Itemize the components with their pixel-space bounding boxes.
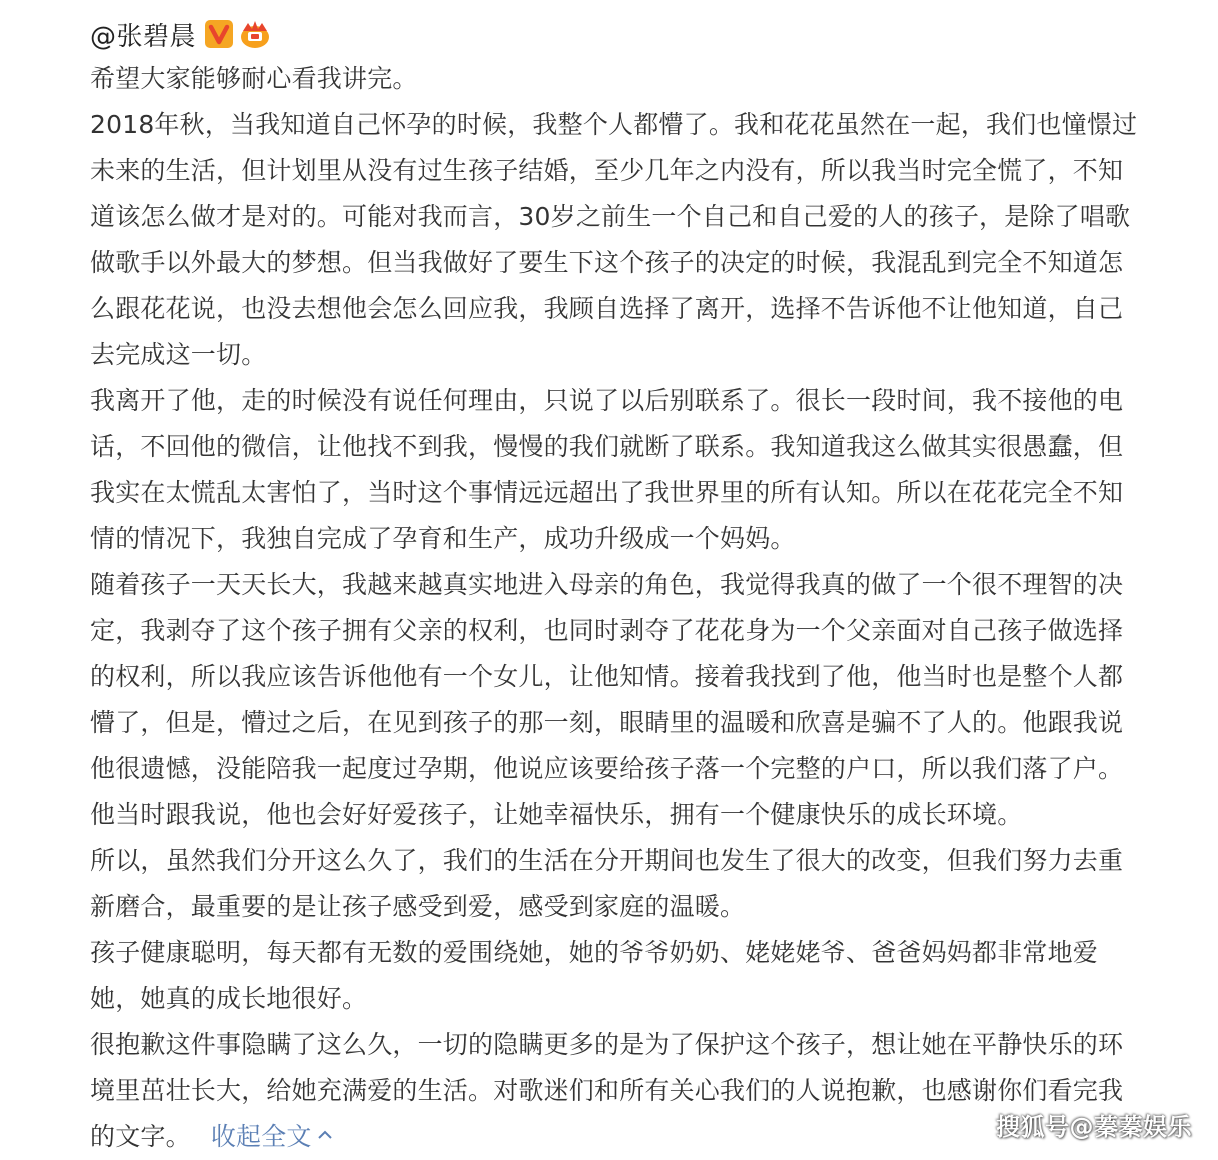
post-text-line — [90, 562, 1190, 608]
post-text-line — [90, 332, 1190, 378]
weibo-post — [90, 12, 1190, 1160]
post-text-line — [90, 148, 1190, 194]
post-text-line — [90, 240, 1190, 286]
post-text-line — [90, 516, 1190, 562]
collapse-label: 收起全文 — [210, 1122, 312, 1151]
post-content — [90, 56, 1190, 1160]
post-text-line — [90, 700, 1190, 746]
username-link[interactable]: @张碧晨 — [90, 21, 197, 52]
post-text-segment: 新磨合，最重要的是让孩子感受到爱，感受到家庭的温暖。 — [90, 892, 746, 921]
post-text-line — [90, 930, 1190, 976]
post-text-segment: 我离开了他，走的时候没有说任何理由，只说了以后别联系了。很长一段时间，我不接他的电 — [90, 386, 1124, 415]
post-text-segment: 么跟花花说，也没去想他会怎么回应我，我顾自选择了离开，选择不告诉他不让他知道，自己 — [90, 294, 1124, 323]
post-text-segment: 希望大家能够耐心看我讲完。 — [90, 64, 418, 93]
chevron-up-icon — [316, 1126, 334, 1144]
post-text — [90, 56, 1190, 1160]
post-text-segment: 道该怎么做才是对的。可能对我而言，30岁之前生一个自己和自己爱的人的孩子，是除了唱歌 — [90, 202, 1131, 231]
post-text-segment: 2018年秋，当我知道自己怀孕的时候，我整个人都懵了。我和花花虽然在一起，我们也憧憬过 — [90, 110, 1138, 139]
post-text-segment: 随着孩子一天天长大，我越来越真实地进入母亲的角色，我觉得我真的做了一个很不理智的决 — [90, 570, 1124, 599]
post-text-segment: 境里茁壮长大，给她充满爱的生活。对歌迷们和所有关心我们的人说抱歉，也感谢你们看完我 — [90, 1076, 1124, 1105]
post-text-segment: 孩子健康聪明，每天都有无数的爱围绕她，她的爷爷奶奶、姥姥姥爷、爸爸妈妈都非常地爱 — [90, 938, 1099, 967]
post-text-line — [90, 838, 1190, 884]
post-text-line — [90, 424, 1190, 470]
post-text-segment: 懵了，但是，懵过之后，在见到孩子的那一刻，眼睛里的温暖和欣喜是骗不了人的。他跟我说 — [90, 708, 1124, 737]
collapse-full-text-link[interactable] — [211, 1122, 334, 1151]
post-text-line — [90, 608, 1190, 654]
post-text-segment: 她，她真的成长地很好。 — [90, 984, 368, 1013]
post-text-line — [90, 654, 1190, 700]
post-text-line — [90, 194, 1190, 240]
post-text-segment: 情的情况下，我独自完成了孕育和生产，成功升级成一个妈妈。 — [90, 524, 796, 553]
post-text-segment: 话，不回他的微信，让他找不到我，慢慢的我们就断了联系。我知道我这么做其实很愚蠢，但 — [90, 432, 1124, 461]
watermark-text: 搜狐号@蓁蓁娱乐 — [996, 1113, 1192, 1141]
post-text-line — [90, 470, 1190, 516]
post-text-segment: 很抱歉这件事隐瞒了这么久，一切的隐瞒更多的是为了保护这个孩子，想让她在平静快乐的环 — [90, 1030, 1124, 1059]
post-text-segment: 的文字。 — [90, 1122, 191, 1151]
post-text-line — [90, 378, 1190, 424]
post-text-segment: 他当时跟我说，他也会好好爱孩子，让她幸福快乐，拥有一个健康快乐的成长环境。 — [90, 800, 1023, 829]
post-header — [90, 12, 1190, 56]
post-text-line — [90, 746, 1190, 792]
verified-v-icon[interactable] — [204, 19, 234, 49]
post-text-segment: 我实在太慌乱太害怕了，当时这个事情远远超出了我世界里的所有认知。所以在花花完全不知 — [90, 478, 1124, 507]
post-text-line — [90, 102, 1190, 148]
post-text-line — [90, 286, 1190, 332]
post-text-segment: 定，我剥夺了这个孩子拥有父亲的权利，也同时剥夺了花花身为一个父亲面对自己孩子做选择 — [90, 616, 1124, 645]
vip-crown-icon[interactable] — [238, 17, 272, 51]
post-text-segment: 他很遗憾，没能陪我一起度过孕期，他说应该要给孩子落一个完整的户口，所以我们落了户。 — [90, 754, 1124, 783]
post-text-segment: 的权利，所以我应该告诉他他有一个女儿，让他知情。接着我找到了他，他当时也是整个人都 — [90, 662, 1124, 691]
post-text-line — [90, 884, 1190, 930]
post-text-segment: 未来的生活，但计划里从没有过生孩子结婚，至少几年之内没有，所以我当时完全慌了，不知 — [90, 156, 1124, 185]
post-text-line — [90, 792, 1190, 838]
post-text-line — [90, 976, 1190, 1022]
post-text-segment: 做歌手以外最大的梦想。但当我做好了要生下这个孩子的决定的时候，我混乱到完全不知道怎 — [90, 248, 1124, 277]
post-text-line — [90, 56, 1190, 102]
post-text-segment: 去完成这一切。 — [90, 340, 267, 369]
post-text-segment: 所以，虽然我们分开这么久了，我们的生活在分开期间也发生了很大的改变，但我们努力去重 — [90, 846, 1124, 875]
post-text-line — [90, 1022, 1190, 1068]
